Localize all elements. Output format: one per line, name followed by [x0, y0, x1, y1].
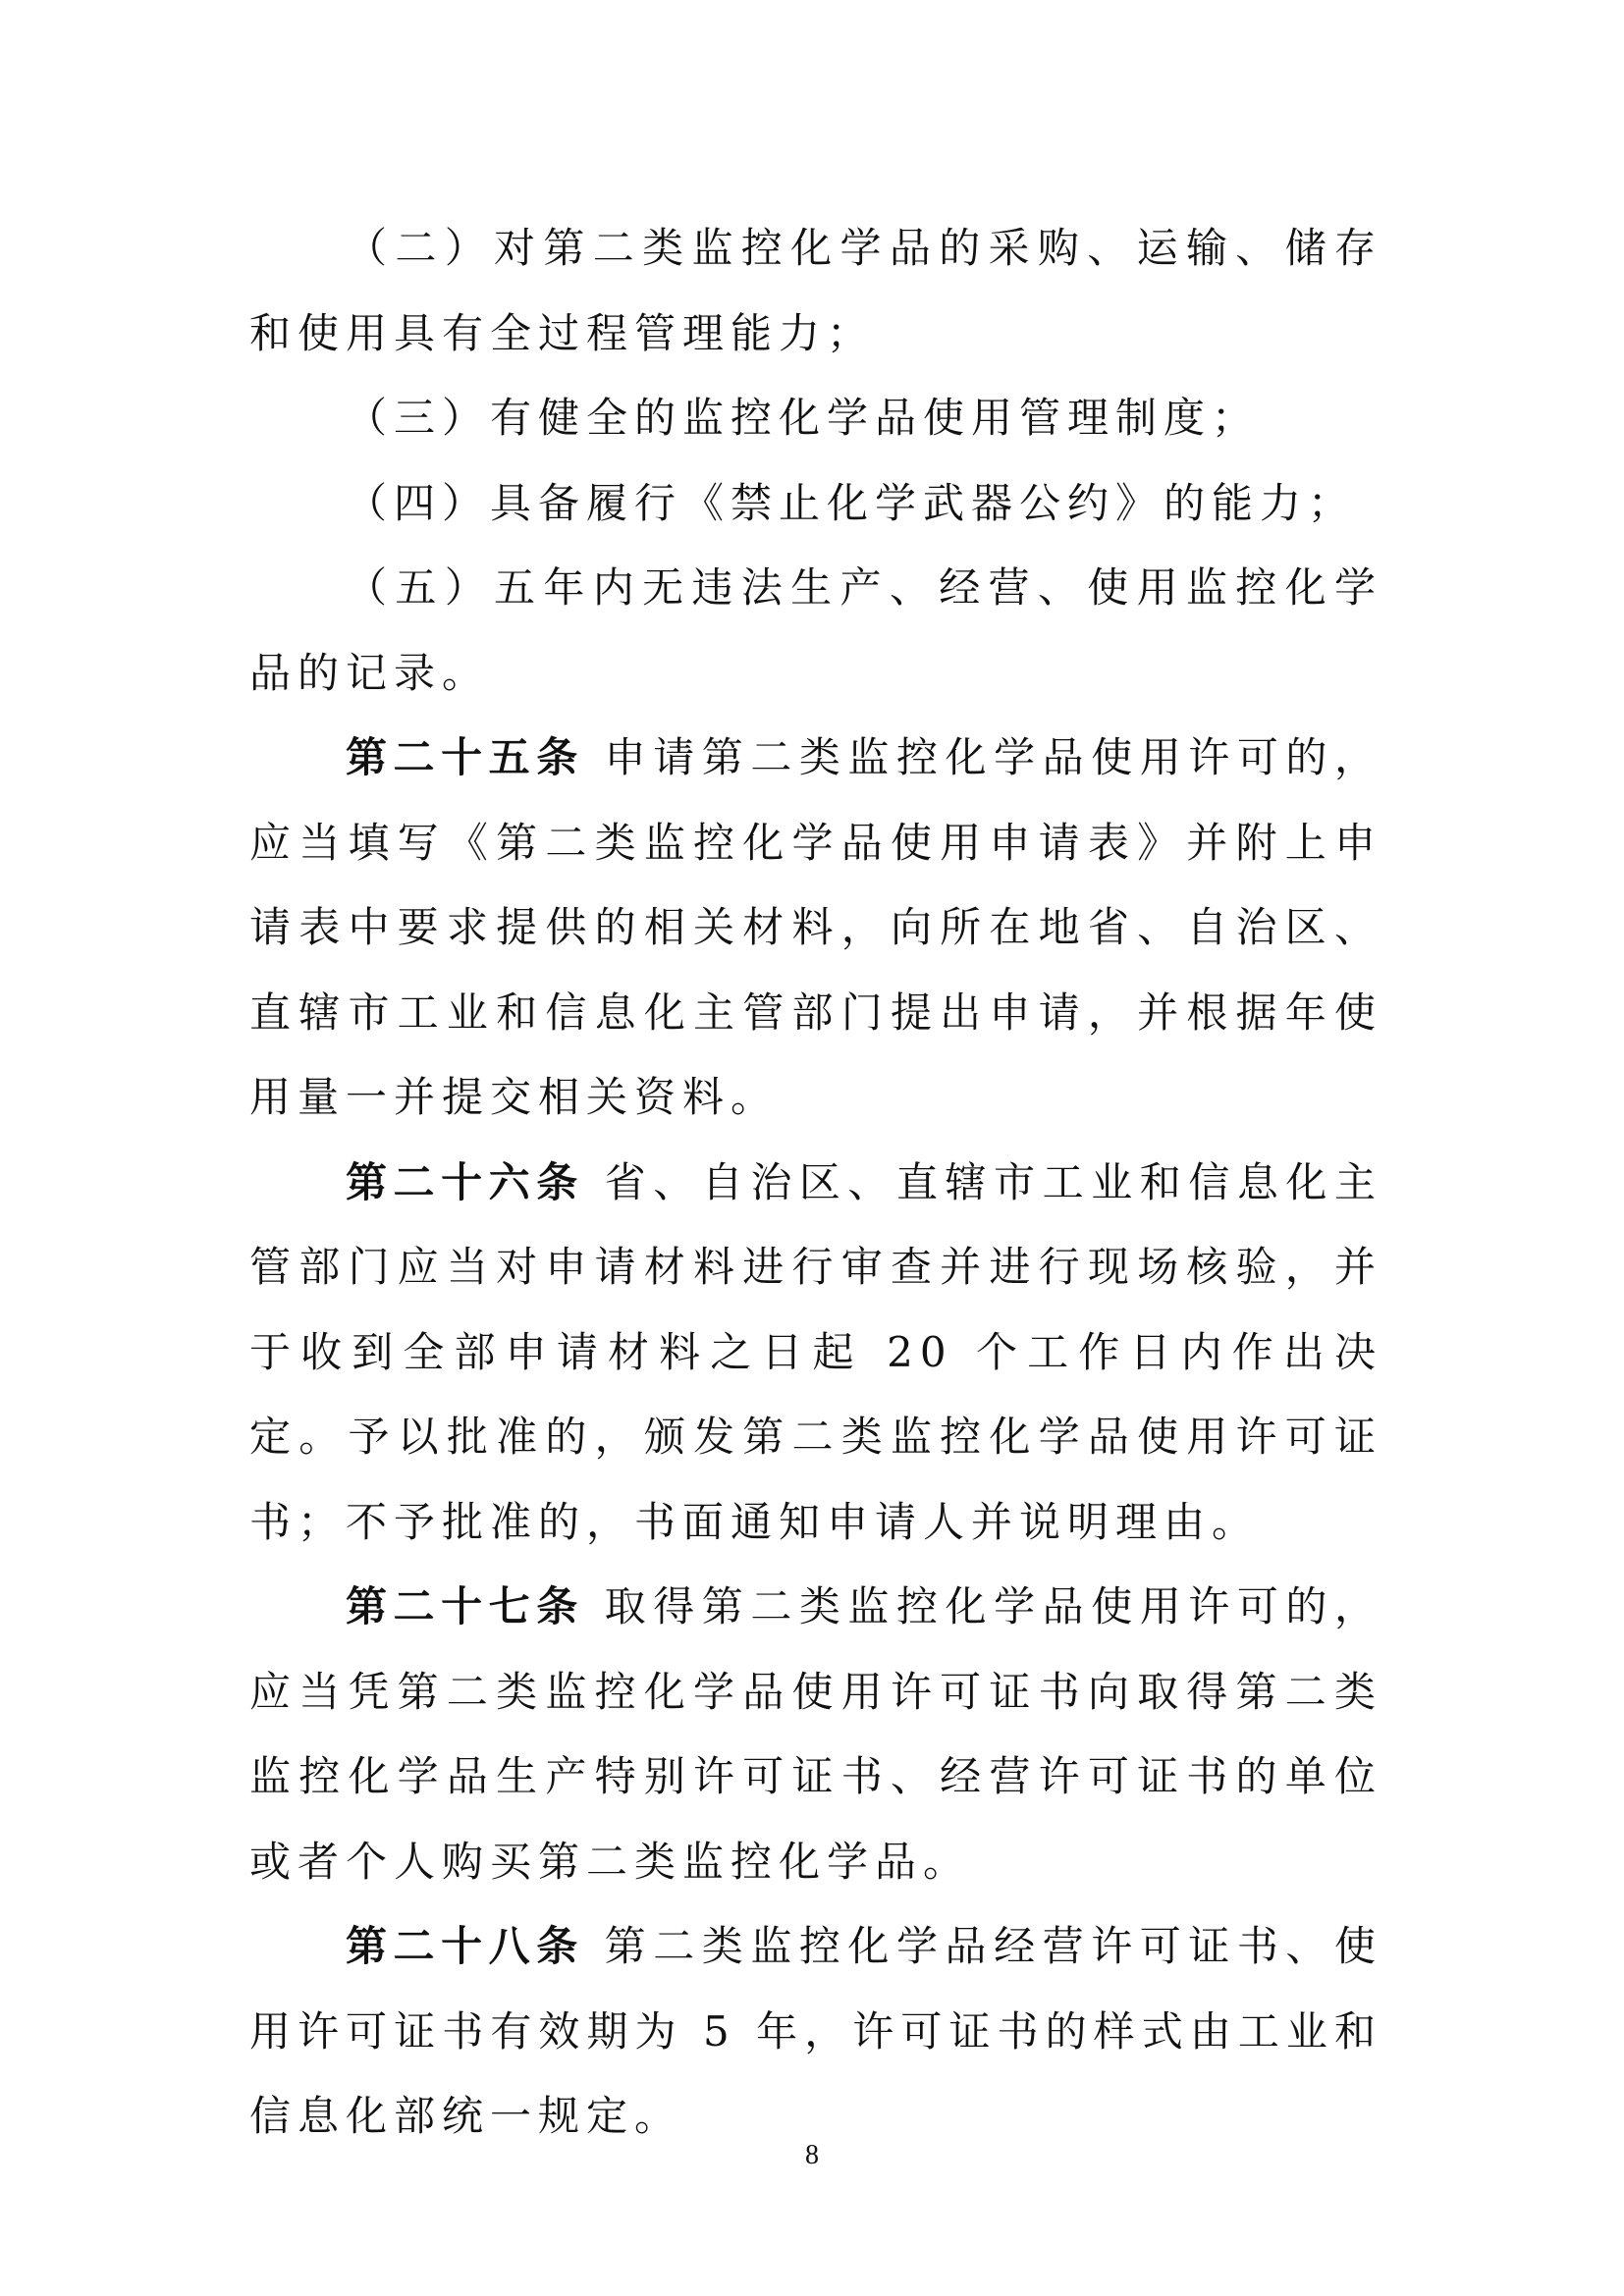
paragraph-text: 取得第二类监控化学品使用许可的，应当凭第二类监控化学品使用许可证书向取得第二类监控化学品生产特别许可证书、经营许可证书的单位或者个人购买第二类监控化学品。 [249, 1582, 1382, 1886]
paragraph-text: （三）有健全的监控化学品使用管理制度； [346, 394, 1261, 442]
page-number: 8 [805, 2140, 819, 2170]
article-heading: 第二十六条 [346, 1157, 584, 1206]
paragraph-text: （二）对第二类监控化学品的采购、运输、储存和使用具有全过程管理能力； [249, 224, 1382, 357]
paragraph-text: （五）五年内无违法生产、经营、使用监控化学品的记录。 [249, 563, 1382, 697]
article-heading: 第二十五条 [346, 733, 584, 781]
paragraph [249, 546, 1382, 716]
article-paragraph [249, 1904, 1382, 2160]
paragraph-text: （四）具备履行《禁止化学武器公约》的能力； [346, 478, 1357, 527]
article-heading: 第二十八条 [346, 1922, 584, 1970]
document-body [249, 206, 1382, 2160]
paragraph-text: 申请第二类监控化学品使用许可的，应当填写《第二类监控化学品使用申请表》并附上申请表中要求提供的相关材料，向所在地省、自治区、直辖市工业和信息化主管部门提出申请，并根据年使用量一并提交相关资料。 [249, 733, 1382, 1121]
paragraph [249, 206, 1382, 376]
article-paragraph [249, 716, 1382, 1141]
article-paragraph [249, 1565, 1382, 1904]
paragraph [249, 376, 1382, 461]
article-heading: 第二十七条 [346, 1582, 584, 1630]
paragraph [249, 461, 1382, 547]
paragraph-text: 第二类监控化学品经营许可证书、使用许可证书有效期为 5 年，许可证书的样式由工业和信息化部统一规定。 [249, 1922, 1382, 2140]
paragraph-text: 省、自治区、直辖市工业和信息化主管部门应当对申请材料进行审查并进行现场核验，并于收到全部申请材料之日起 20 个工作日内作出决定。予以批准的，颁发第二类监控化学品使用许可证书；不予批准的，书面通知申请人并说明理由。 [249, 1157, 1382, 1546]
article-paragraph [249, 1141, 1382, 1566]
